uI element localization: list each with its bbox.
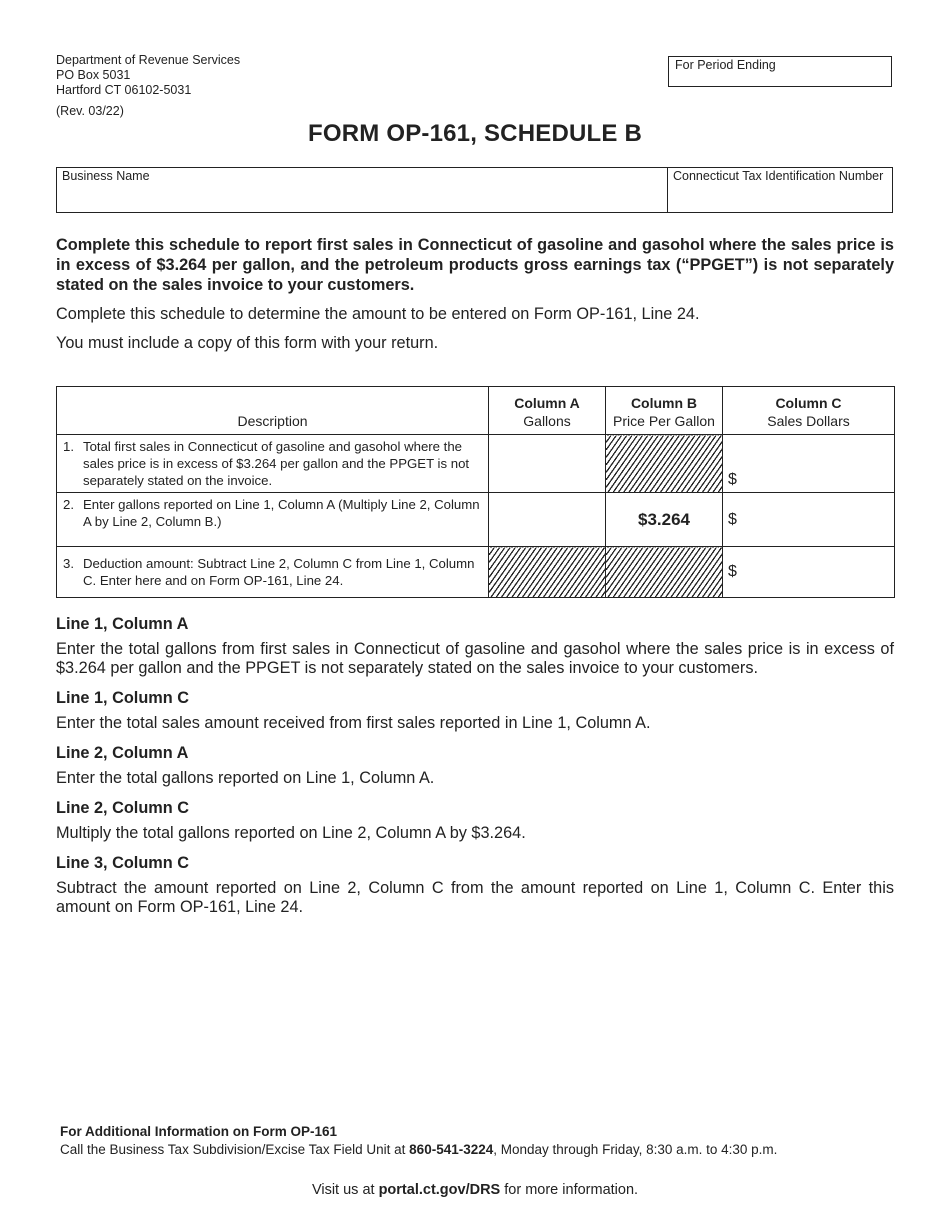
line-2-number: 2.: [63, 497, 74, 512]
line-1-column-a-input[interactable]: [489, 435, 606, 493]
agency-address: [56, 53, 240, 119]
line-2-text: Enter gallons reported on Line 1, Column A (Multiply Line 2, Column A by Line 2, Column B.): [83, 497, 480, 529]
line-3-column-a-shaded: [489, 547, 606, 598]
table-row: [57, 435, 895, 493]
business-name-field[interactable]: [57, 168, 668, 212]
intro-section: [56, 235, 894, 353]
column-c-subtitle: Sales Dollars: [767, 413, 850, 429]
additional-info-text: Call the Business Tax Subdivision/Excise Tax Field Unit at 860-541-3224, Monday through Friday, 8:30 a.m. to 4:30 p.m.: [60, 1142, 778, 1157]
period-ending-field[interactable]: [668, 56, 892, 87]
header-column-a: [489, 387, 606, 435]
table-header-row: [57, 387, 895, 435]
line-2-dollar-sign: $: [728, 510, 737, 528]
business-name-label: Business Name: [62, 169, 150, 183]
line-1-column-c-input[interactable]: [723, 435, 895, 493]
column-a-title: Column A: [514, 395, 580, 411]
instruction-section: [56, 743, 894, 788]
line-2-description: [57, 493, 489, 547]
column-c-title: Column C: [775, 395, 842, 411]
line-3-column-c-input[interactable]: [723, 547, 895, 598]
instruction-section: [56, 688, 894, 733]
line-3-dollar-sign: $: [728, 563, 737, 580]
intro-paragraph-1: Complete this schedule to determine the amount to be entered on Form OP-161, Line 24.: [56, 305, 700, 323]
line-3-text: Deduction amount: Subtract Line 2, Column C from Line 1, Column C. Enter here and on Form OP-161, Line 24.: [83, 556, 475, 588]
instruction-text: Multiply the total gallons reported on Line 2, Column A by $3.264.: [56, 824, 526, 842]
line-1-column-b-shaded: [606, 435, 723, 493]
column-b-title: Column B: [630, 395, 698, 411]
agency-city: Hartford CT 06102-5031: [56, 83, 192, 97]
revision-date: (Rev. 03/22): [56, 104, 124, 118]
identification-row: [56, 167, 893, 213]
schedule-table: [56, 386, 895, 598]
instruction-text: Enter the total sales amount received from first sales reported in Line 1, Column A.: [56, 714, 651, 732]
line-2-price-per-gallon: $3.264: [606, 493, 723, 547]
instruction-text: Enter the total gallons from first sales in Connecticut of gasoline and gasohol where the sales price is in excess of $3.264 per gallon and the PPGET is not separately stated on the sales invoice to your customers.: [56, 640, 894, 677]
column-b-subtitle: Price Per Gallon: [613, 413, 715, 429]
instruction-heading: Line 2, Column A: [56, 744, 189, 762]
tax-id-label: Connecticut Tax Identification Number: [673, 169, 884, 183]
line-1-number: 1.: [63, 439, 74, 454]
intro-paragraph-2: You must include a copy of this form with your return.: [56, 334, 439, 352]
instruction-heading: Line 1, Column A: [56, 615, 189, 633]
additional-info: [60, 1123, 777, 1159]
table-row: [57, 547, 895, 598]
instruction-text: Subtract the amount reported on Line 2, Column C from the amount reported on Line 1, Column C. Enter this amount on Form OP-161, Line 24.: [56, 879, 894, 916]
form-title: FORM OP-161, SCHEDULE B: [308, 120, 642, 147]
intro-bold-paragraph: Complete this schedule to report first sales in Connecticut of gasoline and gasohol where the sales price is in excess of $3.264 per gallon, and the petroleum products gross earnings tax (“PPGET”) is not separately stated on the sales invoice to your customers.: [56, 236, 894, 294]
line-instructions: [56, 614, 894, 927]
table-row: [57, 493, 895, 547]
website-link[interactable]: portal.ct.gov/DRS: [378, 1182, 501, 1198]
header-column-b: [606, 387, 723, 435]
instruction-heading: Line 2, Column C: [56, 799, 189, 817]
instruction-section: [56, 614, 894, 678]
line-3-number: 3.: [63, 556, 74, 571]
tax-id-field[interactable]: [668, 168, 892, 212]
line-1-description: [57, 435, 489, 493]
line-1-dollar-sign: $: [728, 471, 737, 488]
agency-po-box: PO Box 5031: [56, 68, 131, 82]
instruction-section: [56, 853, 894, 917]
instruction-text: Enter the total gallons reported on Line 1, Column A.: [56, 769, 435, 787]
instruction-heading: Line 3, Column C: [56, 854, 189, 872]
header-description: Description: [57, 387, 489, 435]
period-ending-label: For Period Ending: [675, 58, 776, 72]
additional-info-heading: For Additional Information on Form OP-161: [60, 1124, 338, 1139]
line-3-column-b-shaded: [606, 547, 723, 598]
instruction-section: [56, 798, 894, 843]
line-1-text: Total first sales in Connecticut of gasoline and gasohol where the sales price is in excess of $3.264 per gallon and the PPGET is not separately stated on the invoice.: [83, 439, 470, 488]
line-2-column-c-input[interactable]: [723, 493, 895, 547]
instruction-heading: Line 1, Column C: [56, 689, 189, 707]
header-column-c: [723, 387, 895, 435]
visit-website-line: Visit us at portal.ct.gov/DRS for more information.: [311, 1182, 639, 1198]
column-a-subtitle: Gallons: [523, 413, 571, 429]
line-2-column-a-input[interactable]: [489, 493, 606, 547]
line-3-description: [57, 547, 489, 598]
phone-number: 860-541-3224: [409, 1142, 494, 1157]
agency-name: Department of Revenue Services: [56, 53, 241, 67]
